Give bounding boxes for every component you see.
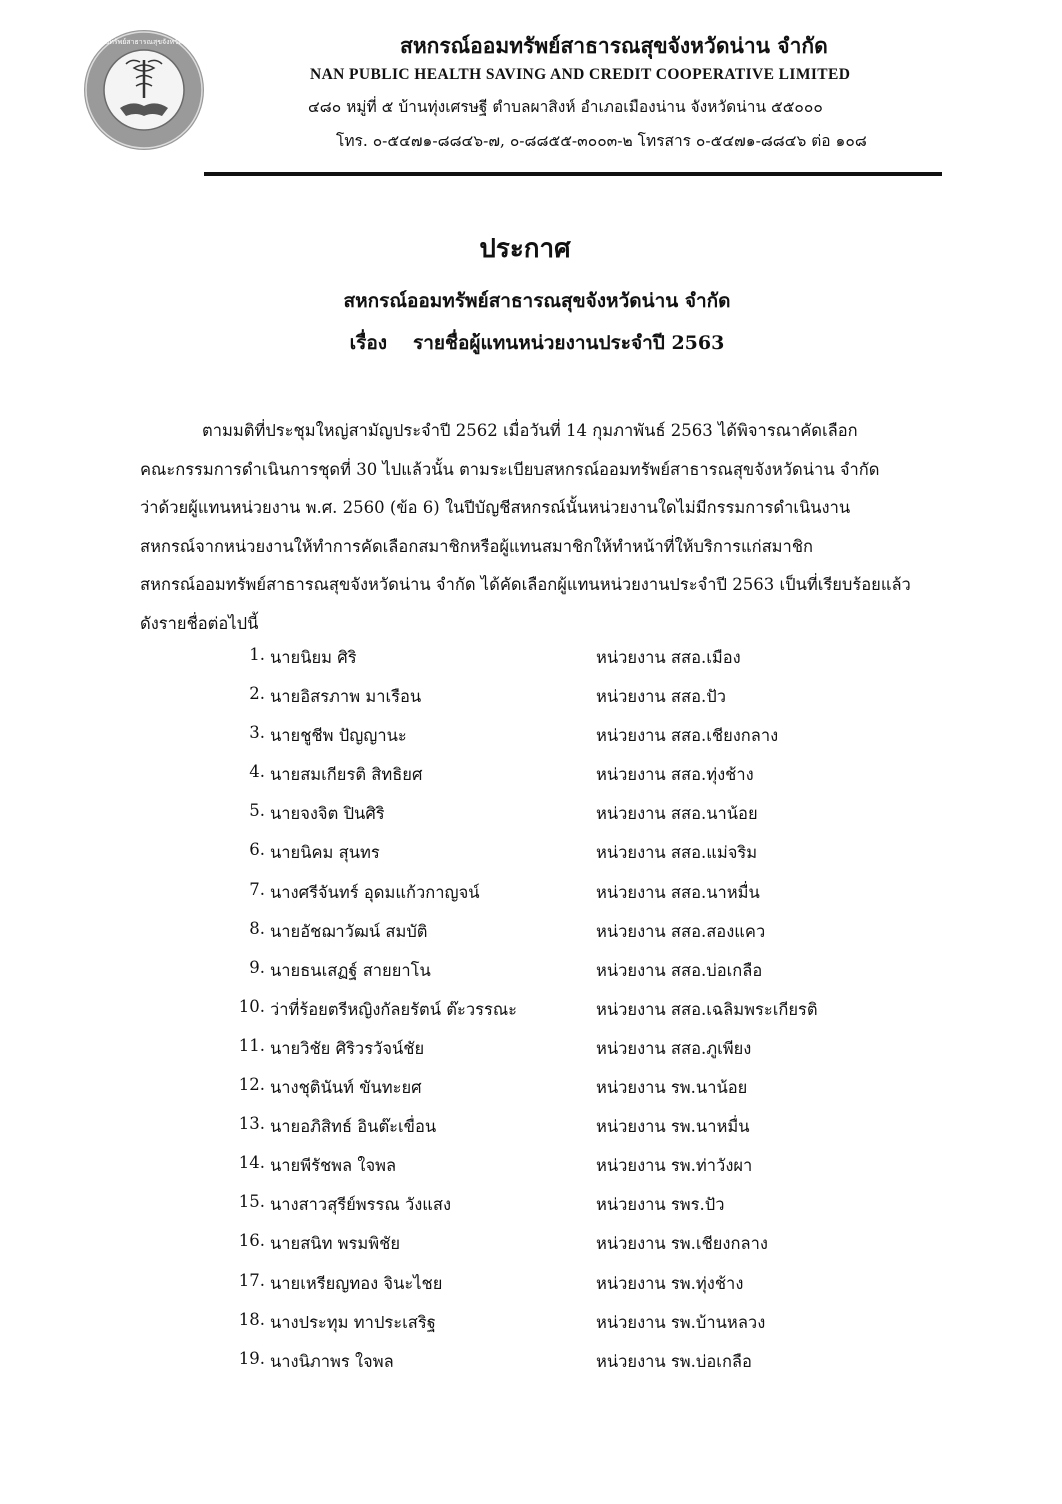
agency-unit: หน่วยงาน รพ.ท่าวังผา <box>596 1156 753 1176</box>
org-address: ๔๘๐ หมู่ที่ ๕ บ้านทุ่งเศรษฐี ตำบลผาสิงห์ อำเภอเมืองน่าน จังหวัดน่าน ๕๕๐๐๐ <box>308 98 823 116</box>
list-item <box>0 801 1050 840</box>
representative-name: นายวิชัย ศิริวรวัจน์ชัย <box>270 1038 425 1058</box>
representative-name: นางประทุม ทาประเสริฐ <box>270 1312 436 1332</box>
representative-name: นายนิคม สุนทร <box>270 843 380 863</box>
org-phone: โทร. ๐-๕๔๗๑-๘๘๔๖-๗, ๐-๘๘๕๕-๓๐๐๓-๒ โทรสาร ๐-๕๔๗๑-๘๘๔๖ ต่อ ๑๐๘ <box>336 132 867 150</box>
body-line: ดังรายชื่อต่อไปนี้ <box>140 613 259 633</box>
letterhead-divider <box>204 172 942 176</box>
agency-unit: หน่วยงาน สสอ.ทุ่งช้าง <box>596 765 754 785</box>
body-paragraph <box>140 412 988 643</box>
item-number: 11. <box>238 1035 265 1055</box>
agency-unit: หน่วยงาน รพ.บ้านหลวง <box>596 1312 766 1332</box>
list-item <box>0 958 1050 997</box>
cooperative-logo <box>72 28 216 152</box>
agency-unit: หน่วยงาน รพ.ทุ่งช้าง <box>596 1273 744 1293</box>
subject-text: รายชื่อผู้แทนหน่วยงานประจำปี 2563 <box>413 332 725 354</box>
representative-name: นายสมเกียรติ สิทธิยศ <box>270 765 423 785</box>
representative-name: นายอิสรภาพ มาเรือน <box>270 687 422 707</box>
agency-unit: หน่วยงาน รพ.เชียงกลาง <box>596 1234 768 1254</box>
representative-name: นายพีรัชพล ใจพล <box>270 1156 397 1176</box>
item-number: 4. <box>249 762 265 782</box>
list-item <box>0 880 1050 919</box>
item-number: 15. <box>238 1192 265 1212</box>
agency-unit: หน่วยงาน สสอ.เมือง <box>596 648 741 667</box>
agency-unit: หน่วยงาน สสอ.สองแคว <box>596 921 766 941</box>
body-line: คณะกรรมการดำเนินการชุดที่ 30 ไปแล้วนั้น ตามระเบียบสหกรณ์ออมทรัพย์สาธารณสุขจังหวัดน่าน จำกัด <box>140 459 880 479</box>
item-number: 19. <box>238 1348 265 1368</box>
announcement-org: สหกรณ์ออมทรัพย์สาธารณสุขจังหวัดน่าน จำกัด <box>343 290 731 312</box>
org-name-thai: สหกรณ์ออมทรัพย์สาธารณสุขจังหวัดน่าน จำกัด <box>400 33 828 58</box>
representative-name: ว่าที่ร้อยตรีหญิงกัลยรัตน์ ต๊ะวรรณะ <box>270 999 518 1019</box>
body-line: สหกรณ์จากหน่วยงานให้ทำการคัดเลือกสมาชิกหรือผู้แทนสมาชิกให้ทำหน้าที่ให้บริการแก่สมาชิก <box>140 536 814 556</box>
list-item <box>0 919 1050 958</box>
representative-name: นายนิยม ศิริ <box>270 648 357 667</box>
body-line: ว่าด้วยผู้แทนหน่วยงาน พ.ศ. 2560 (ข้อ 6) ในปีบัญชีสหกรณ์นั้นหน่วยงานใดไม่มีกรรมการดำเนินงาน <box>140 498 851 517</box>
list-item <box>0 997 1050 1036</box>
list-item <box>0 1310 1050 1349</box>
agency-unit: หน่วยงาน สสอ.ภูเพียง <box>596 1038 752 1058</box>
list-item <box>0 645 1050 684</box>
agency-unit: หน่วยงาน รพร.ปัว <box>596 1195 725 1215</box>
representative-name: นายอัชฌาวัฒน์ สมบัติ <box>270 921 428 941</box>
representative-name: นางสาวสุรีย์พรรณ วังแสง <box>270 1195 452 1215</box>
list-item <box>0 1349 1050 1388</box>
representative-name: นายชูชีพ ปัญญานะ <box>270 726 407 746</box>
list-item <box>0 1036 1050 1075</box>
representative-name: นางชุตินันท์ ขันทะยศ <box>270 1078 422 1098</box>
body-line: สหกรณ์ออมทรัพย์สาธารณสุขจังหวัดน่าน จำกัด ได้คัดเลือกผู้แทนหน่วยงานประจำปี 2563 เป็นที่เรียบร้อยแล้ว <box>140 575 911 594</box>
agency-unit: หน่วยงาน สสอ.เฉลิมพระเกียรติ <box>596 999 818 1019</box>
item-number: 1. <box>249 645 265 664</box>
item-number: 12. <box>238 1075 265 1095</box>
list-item <box>0 1231 1050 1270</box>
agency-unit: หน่วยงาน รพ.บ่อเกลือ <box>596 1351 752 1371</box>
agency-unit: หน่วยงาน รพ.นาน้อย <box>596 1078 748 1098</box>
announcement-title: ประกาศ <box>479 234 571 264</box>
list-item <box>0 762 1050 801</box>
representative-name: นางศรีจันทร์ อุดมแก้วกาญจน์ <box>270 882 480 902</box>
representative-name: นางนิภาพร ใจพล <box>270 1351 394 1371</box>
agency-unit: หน่วยงาน สสอ.บ่อเกลือ <box>596 960 763 980</box>
list-item <box>0 1114 1050 1153</box>
agency-unit: หน่วยงาน สสอ.นาหมื่น <box>596 882 760 902</box>
item-number: 5. <box>249 801 265 821</box>
agency-unit: หน่วยงาน สสอ.ปัว <box>596 687 726 707</box>
body-line: ตามมติที่ประชุมใหญ่สามัญประจำปี 2562 เมื่อวันที่ 14 กุมภาพันธ์ 2563 ได้พิจารณาคัดเลือก <box>202 421 858 440</box>
item-number: 17. <box>238 1270 265 1290</box>
item-number: 8. <box>249 918 265 938</box>
item-number: 14. <box>238 1153 265 1173</box>
item-number: 10. <box>238 996 265 1016</box>
announcement-subject <box>12 328 1062 358</box>
list-item <box>0 684 1050 723</box>
logo-ring-text: สหกรณ์ออมทรัพย์สาธารณสุขจังหวัดน่าน จำกัด <box>72 38 216 46</box>
item-number: 9. <box>249 957 265 977</box>
agency-unit: หน่วยงาน รพ.นาหมื่น <box>596 1117 750 1137</box>
item-number: 13. <box>238 1114 265 1134</box>
list-item <box>0 1271 1050 1310</box>
agency-unit: หน่วยงาน สสอ.แม่จริม <box>596 843 758 863</box>
list-item <box>0 840 1050 879</box>
list-item <box>0 1075 1050 1114</box>
item-number: 7. <box>249 879 265 899</box>
item-number: 6. <box>249 840 265 860</box>
representative-name: นายจงจิต ปินศิริ <box>270 804 385 824</box>
org-name-english: NAN PUBLIC HEALTH SAVING AND CREDIT COOPERATIVE LIMITED <box>310 66 851 83</box>
representative-name: นายธนเสฏฐ์ สายยาโน <box>270 960 431 980</box>
representative-list <box>0 645 1050 1388</box>
item-number: 16. <box>238 1231 265 1251</box>
representative-name: นายสนิท พรมพิชัย <box>270 1234 401 1254</box>
item-number: 3. <box>249 723 265 743</box>
representative-name: นายอภิสิทธ์ อินต๊ะเขื่อน <box>270 1117 437 1137</box>
representative-name: นายเหรียญทอง จินะไชย <box>270 1273 443 1293</box>
item-number: 18. <box>238 1309 265 1329</box>
agency-unit: หน่วยงาน สสอ.นาน้อย <box>596 804 758 824</box>
list-item <box>0 1192 1050 1231</box>
list-item <box>0 1153 1050 1192</box>
item-number: 2. <box>249 684 265 704</box>
agency-unit: หน่วยงาน สสอ.เชียงกลาง <box>596 726 779 746</box>
subject-label: เรื่อง <box>349 332 388 354</box>
list-item <box>0 723 1050 762</box>
